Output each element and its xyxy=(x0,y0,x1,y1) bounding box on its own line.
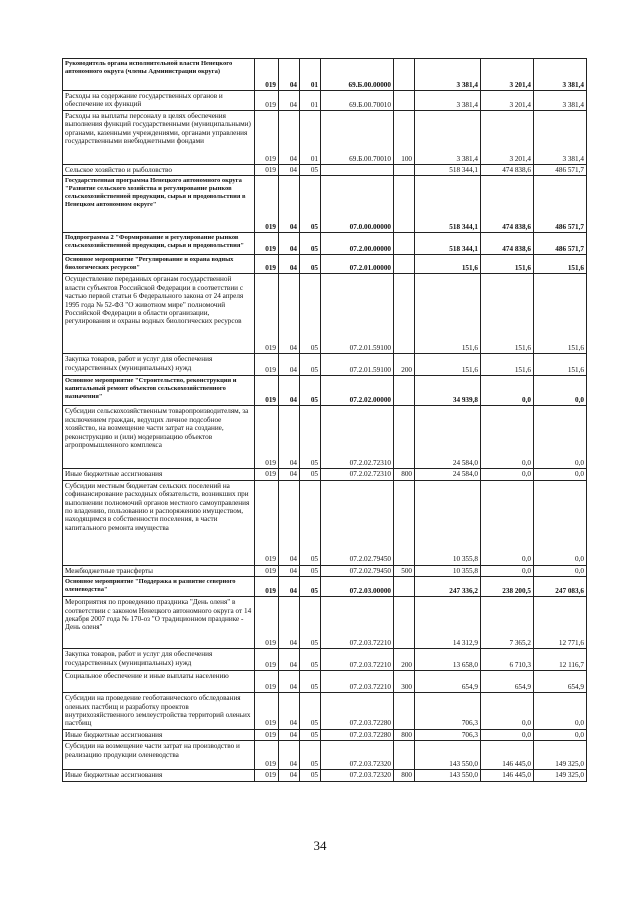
section-code-cell: 04 xyxy=(279,354,300,376)
amount-year1-cell: 24 584,0 xyxy=(415,469,481,480)
subsection-code-cell: 05 xyxy=(300,565,321,576)
target-article-cell: 07.2.02.79450 xyxy=(321,480,394,565)
expense-type-cell xyxy=(394,693,415,730)
amount-year3-cell: 3 381,4 xyxy=(534,111,587,165)
amount-year1-cell: 13 658,0 xyxy=(415,649,481,671)
ministry-code-cell: 019 xyxy=(255,111,279,165)
ministry-code-cell: 019 xyxy=(255,406,279,469)
expense-type-cell: 800 xyxy=(394,729,415,740)
target-article-cell: 07.2.03.72280 xyxy=(321,693,394,730)
subsection-code-cell: 05 xyxy=(300,233,321,255)
target-article-cell: 07.2.01.59100 xyxy=(321,354,394,376)
ministry-code-cell: 019 xyxy=(255,176,279,233)
amount-year1-cell: 518 344,1 xyxy=(415,233,481,255)
section-code-cell: 04 xyxy=(279,671,300,693)
section-code-cell: 04 xyxy=(279,597,300,649)
target-article-cell: 07.2.01.59100 xyxy=(321,274,394,354)
ministry-code-cell: 019 xyxy=(255,729,279,740)
expense-type-cell xyxy=(394,741,415,770)
amount-year1-cell: 518 344,1 xyxy=(415,176,481,233)
amount-year3-cell: 247 083,6 xyxy=(534,577,587,597)
amount-year1-cell: 247 336,2 xyxy=(415,577,481,597)
target-article-cell: 07.0.00.00000 xyxy=(321,176,394,233)
ministry-code-cell: 019 xyxy=(255,469,279,480)
amount-year1-cell: 3 381,4 xyxy=(415,59,481,91)
item-name-cell: Осуществление переданных органам государственной власти субъектов Российской Федерации в соответствии с частью первой статьи 6 Федерального закона от 24 апреля 1995 года № 52-ФЗ "О животном мире" полномочий Российской Федерации в области организации, регулирования и охраны водных биологических ресурсов xyxy=(63,274,255,354)
item-name-cell: Основное мероприятие "Регулирование и охрана водных биологических ресурсов" xyxy=(63,255,255,274)
table-row xyxy=(63,274,587,354)
amount-year1-cell: 143 550,0 xyxy=(415,741,481,770)
ministry-code-cell: 019 xyxy=(255,577,279,597)
item-name-cell: Социальное обеспечение и иные выплаты населению xyxy=(63,671,255,693)
item-name-cell: Субсидии на проведение геоботанического обследования оленьих пастбищ и разработку проектов внутрихозяйственного землеустройства территорий оленьих пастбищ xyxy=(63,693,255,730)
amount-year1-cell: 34 939,8 xyxy=(415,376,481,406)
table-row xyxy=(63,91,587,111)
amount-year2-cell: 474 838,6 xyxy=(481,176,534,233)
target-article-cell: 69.Б.00.70010 xyxy=(321,111,394,165)
subsection-code-cell: 05 xyxy=(300,406,321,469)
section-code-cell: 04 xyxy=(279,176,300,233)
item-name-cell: Сельское хозяйство и рыболовство xyxy=(63,165,255,176)
target-article-cell: 07.2.03.72280 xyxy=(321,729,394,740)
ministry-code-cell: 019 xyxy=(255,91,279,111)
target-article-cell: 07.2.02.79450 xyxy=(321,565,394,576)
table-row xyxy=(63,469,587,480)
subsection-code-cell: 05 xyxy=(300,597,321,649)
ministry-code-cell: 019 xyxy=(255,354,279,376)
amount-year2-cell: 151,6 xyxy=(481,255,534,274)
table-row xyxy=(63,376,587,406)
amount-year1-cell: 10 355,8 xyxy=(415,480,481,565)
section-code-cell: 04 xyxy=(279,59,300,91)
amount-year2-cell: 0,0 xyxy=(481,729,534,740)
amount-year1-cell: 151,6 xyxy=(415,274,481,354)
amount-year3-cell: 12 771,6 xyxy=(534,597,587,649)
subsection-code-cell: 05 xyxy=(300,469,321,480)
item-name-cell: Расходы на выплаты персоналу в целях обеспечения выполнения функций государственными (муниципальными) органами, казенными учреждениями, органами управления государственными внебюджетными фондами xyxy=(63,111,255,165)
amount-year2-cell: 146 445,0 xyxy=(481,741,534,770)
amount-year2-cell: 0,0 xyxy=(481,480,534,565)
ministry-code-cell: 019 xyxy=(255,693,279,730)
subsection-code-cell: 05 xyxy=(300,770,321,781)
section-code-cell: 04 xyxy=(279,111,300,165)
amount-year3-cell: 0,0 xyxy=(534,469,587,480)
amount-year1-cell: 706,3 xyxy=(415,693,481,730)
expense-type-cell: 200 xyxy=(394,649,415,671)
item-name-cell: Основное мероприятие "Строительство, реконструкция и капитальный ремонт объектов сельскохозяйственного назначения" xyxy=(63,376,255,406)
amount-year2-cell: 0,0 xyxy=(481,693,534,730)
table-row xyxy=(63,693,587,730)
amount-year2-cell: 146 445,0 xyxy=(481,770,534,781)
subsection-code-cell: 01 xyxy=(300,111,321,165)
section-code-cell: 04 xyxy=(279,91,300,111)
expense-type-cell: 100 xyxy=(394,111,415,165)
target-article-cell: 07.2.03.72210 xyxy=(321,649,394,671)
table-row xyxy=(63,59,587,91)
subsection-code-cell: 05 xyxy=(300,165,321,176)
item-name-cell: Иные бюджетные ассигнования xyxy=(63,770,255,781)
subsection-code-cell: 05 xyxy=(300,577,321,597)
table-row xyxy=(63,480,587,565)
subsection-code-cell: 01 xyxy=(300,59,321,91)
expense-type-cell xyxy=(394,376,415,406)
expense-type-cell xyxy=(394,577,415,597)
amount-year1-cell: 654,9 xyxy=(415,671,481,693)
ministry-code-cell: 019 xyxy=(255,480,279,565)
subsection-code-cell: 01 xyxy=(300,91,321,111)
item-name-cell: Межбюджетные трансферты xyxy=(63,565,255,576)
amount-year3-cell: 0,0 xyxy=(534,729,587,740)
section-code-cell: 04 xyxy=(279,165,300,176)
expense-type-cell: 800 xyxy=(394,469,415,480)
section-code-cell: 04 xyxy=(279,649,300,671)
amount-year2-cell: 6 710,3 xyxy=(481,649,534,671)
section-code-cell: 04 xyxy=(279,274,300,354)
ministry-code-cell: 019 xyxy=(255,274,279,354)
section-code-cell: 04 xyxy=(279,406,300,469)
section-code-cell: 04 xyxy=(279,565,300,576)
item-name-cell: Подпрограмма 2 "Формирование и регулирование рынков сельскохозяйственной продукции, сырья и продовольствия" xyxy=(63,233,255,255)
amount-year2-cell: 654,9 xyxy=(481,671,534,693)
item-name-cell: Иные бюджетные ассигнования xyxy=(63,729,255,740)
expense-type-cell: 800 xyxy=(394,770,415,781)
amount-year2-cell: 3 201,4 xyxy=(481,91,534,111)
expense-type-cell: 300 xyxy=(394,671,415,693)
amount-year3-cell: 3 381,4 xyxy=(534,59,587,91)
amount-year2-cell: 0,0 xyxy=(481,406,534,469)
amount-year3-cell: 151,6 xyxy=(534,354,587,376)
amount-year3-cell: 0,0 xyxy=(534,565,587,576)
target-article-cell: 07.2.03.72210 xyxy=(321,671,394,693)
subsection-code-cell: 05 xyxy=(300,741,321,770)
target-article-cell: 07.2.03.72320 xyxy=(321,770,394,781)
subsection-code-cell: 05 xyxy=(300,274,321,354)
budget-table xyxy=(62,58,587,782)
amount-year3-cell: 0,0 xyxy=(534,406,587,469)
expense-type-cell xyxy=(394,406,415,469)
expense-type-cell xyxy=(394,274,415,354)
table-row xyxy=(63,597,587,649)
subsection-code-cell: 05 xyxy=(300,255,321,274)
item-name-cell: Руководитель органа исполнительной власти Ненецкого автономного округа (члены Администрации округа) xyxy=(63,59,255,91)
subsection-code-cell: 05 xyxy=(300,649,321,671)
amount-year1-cell: 151,6 xyxy=(415,255,481,274)
ministry-code-cell: 019 xyxy=(255,59,279,91)
amount-year2-cell: 151,6 xyxy=(481,354,534,376)
subsection-code-cell: 05 xyxy=(300,176,321,233)
amount-year3-cell: 486 571,7 xyxy=(534,176,587,233)
target-article-cell: 07.2.03.72210 xyxy=(321,597,394,649)
target-article-cell xyxy=(321,165,394,176)
amount-year2-cell: 3 201,4 xyxy=(481,59,534,91)
expense-type-cell xyxy=(394,91,415,111)
table-row xyxy=(63,111,587,165)
table-row xyxy=(63,671,587,693)
amount-year1-cell: 151,6 xyxy=(415,354,481,376)
item-name-cell: Иные бюджетные ассигнования xyxy=(63,469,255,480)
section-code-cell: 04 xyxy=(279,469,300,480)
amount-year3-cell: 486 571,7 xyxy=(534,233,587,255)
expense-type-cell xyxy=(394,233,415,255)
page-number: 34 xyxy=(313,838,327,853)
amount-year2-cell: 0,0 xyxy=(481,565,534,576)
amount-year3-cell: 151,6 xyxy=(534,274,587,354)
item-name-cell: Субсидии на возмещение части затрат на производство и реализацию продукции оленеводства xyxy=(63,741,255,770)
expense-type-cell: 500 xyxy=(394,565,415,576)
section-code-cell: 04 xyxy=(279,480,300,565)
amount-year2-cell: 3 201,4 xyxy=(481,111,534,165)
amount-year3-cell: 486 571,7 xyxy=(534,165,587,176)
target-article-cell: 07.2.02.00000 xyxy=(321,376,394,406)
subsection-code-cell: 05 xyxy=(300,693,321,730)
amount-year3-cell: 0,0 xyxy=(534,693,587,730)
table-body xyxy=(63,59,587,782)
amount-year2-cell: 0,0 xyxy=(481,469,534,480)
target-article-cell: 07.2.00.00000 xyxy=(321,233,394,255)
ministry-code-cell: 019 xyxy=(255,649,279,671)
target-article-cell: 69.Б.00.70010 xyxy=(321,91,394,111)
amount-year2-cell: 0,0 xyxy=(481,376,534,406)
subsection-code-cell: 05 xyxy=(300,376,321,406)
item-name-cell: Субсидии сельскохозяйственным товаропроизводителям, за исключением граждан, ведущих личное подсобное хозяйство, на возмещение части затрат на создание, реконструкцию и (или) модернизацию объектов агропромышленного комплекса xyxy=(63,406,255,469)
subsection-code-cell: 05 xyxy=(300,671,321,693)
amount-year3-cell: 12 116,7 xyxy=(534,649,587,671)
amount-year1-cell: 14 312,9 xyxy=(415,597,481,649)
expense-type-cell xyxy=(394,597,415,649)
amount-year3-cell: 149 325,0 xyxy=(534,741,587,770)
amount-year3-cell: 151,6 xyxy=(534,255,587,274)
ministry-code-cell: 019 xyxy=(255,741,279,770)
amount-year3-cell: 149 325,0 xyxy=(534,770,587,781)
subsection-code-cell: 05 xyxy=(300,354,321,376)
ministry-code-cell: 019 xyxy=(255,770,279,781)
item-name-cell: Расходы на содержание государственных органов и обеспечение их функций xyxy=(63,91,255,111)
subsection-code-cell: 05 xyxy=(300,729,321,740)
ministry-code-cell: 019 xyxy=(255,565,279,576)
table-row xyxy=(63,770,587,781)
amount-year1-cell: 24 584,0 xyxy=(415,406,481,469)
ministry-code-cell: 019 xyxy=(255,671,279,693)
target-article-cell: 07.2.03.00000 xyxy=(321,577,394,597)
item-name-cell: Закупка товаров, работ и услуг для обеспечения государственных (муниципальных) нужд xyxy=(63,354,255,376)
table-row xyxy=(63,176,587,233)
section-code-cell: 04 xyxy=(279,693,300,730)
target-article-cell: 07.2.02.72310 xyxy=(321,469,394,480)
table-row xyxy=(63,165,587,176)
amount-year1-cell: 3 381,4 xyxy=(415,111,481,165)
target-article-cell: 07.2.02.72310 xyxy=(321,406,394,469)
amount-year1-cell: 518 344,1 xyxy=(415,165,481,176)
section-code-cell: 04 xyxy=(279,770,300,781)
section-code-cell: 04 xyxy=(279,729,300,740)
table-row xyxy=(63,354,587,376)
amount-year1-cell: 10 355,8 xyxy=(415,565,481,576)
target-article-cell: 07.2.03.72320 xyxy=(321,741,394,770)
ministry-code-cell: 019 xyxy=(255,597,279,649)
amount-year2-cell: 7 365,2 xyxy=(481,597,534,649)
section-code-cell: 04 xyxy=(279,741,300,770)
amount-year2-cell: 238 200,5 xyxy=(481,577,534,597)
amount-year3-cell: 0,0 xyxy=(534,376,587,406)
table-row xyxy=(63,729,587,740)
table-row xyxy=(63,255,587,274)
expense-type-cell xyxy=(394,176,415,233)
amount-year3-cell: 654,9 xyxy=(534,671,587,693)
table-row xyxy=(63,649,587,671)
amount-year2-cell: 474 838,6 xyxy=(481,165,534,176)
item-name-cell: Мероприятия по проведению праздника "День оленя" в соответствии с законом Ненецкого автономного округа от 14 декабря 2007 года № 170-оз "О традиционном празднике - День оленя" xyxy=(63,597,255,649)
item-name-cell: Государственная программа Ненецкого автономного округа "Развитие сельского хозяйства и регулирование рынков сельскохозяйственной продукции, сырья и продовольствия в Ненецком автономном округе" xyxy=(63,176,255,233)
expense-type-cell xyxy=(394,255,415,274)
item-name-cell: Субсидии местным бюджетам сельских поселений на софинансирование расходных обязательств, возникших при выполнении полномочий органов местного самоуправления по владению, пользованию и распоряжению имуществом, находящимся в собственности поселения, в части капитального ремонта имущества xyxy=(63,480,255,565)
expense-type-cell: 200 xyxy=(394,354,415,376)
subsection-code-cell: 05 xyxy=(300,480,321,565)
amount-year2-cell: 474 838,6 xyxy=(481,233,534,255)
target-article-cell: 69.Б.00.00000 xyxy=(321,59,394,91)
section-code-cell: 04 xyxy=(279,577,300,597)
section-code-cell: 04 xyxy=(279,255,300,274)
table-row xyxy=(63,565,587,576)
table-row xyxy=(63,406,587,469)
item-name-cell: Закупка товаров, работ и услуг для обеспечения государственных (муниципальных) нужд xyxy=(63,649,255,671)
amount-year2-cell: 151,6 xyxy=(481,274,534,354)
target-article-cell: 07.2.01.00000 xyxy=(321,255,394,274)
amount-year1-cell: 706,3 xyxy=(415,729,481,740)
amount-year1-cell: 3 381,4 xyxy=(415,91,481,111)
amount-year1-cell: 143 550,0 xyxy=(415,770,481,781)
section-code-cell: 04 xyxy=(279,376,300,406)
expense-type-cell xyxy=(394,480,415,565)
table-row xyxy=(63,233,587,255)
ministry-code-cell: 019 xyxy=(255,233,279,255)
ministry-code-cell: 019 xyxy=(255,376,279,406)
ministry-code-cell: 019 xyxy=(255,165,279,176)
table-row xyxy=(63,577,587,597)
ministry-code-cell: 019 xyxy=(255,255,279,274)
amount-year3-cell: 3 381,4 xyxy=(534,91,587,111)
item-name-cell: Основное мероприятие "Поддержка и развитие северного оленеводства" xyxy=(63,577,255,597)
table-row xyxy=(63,741,587,770)
section-code-cell: 04 xyxy=(279,233,300,255)
expense-type-cell xyxy=(394,165,415,176)
expense-type-cell xyxy=(394,59,415,91)
amount-year3-cell: 0,0 xyxy=(534,480,587,565)
